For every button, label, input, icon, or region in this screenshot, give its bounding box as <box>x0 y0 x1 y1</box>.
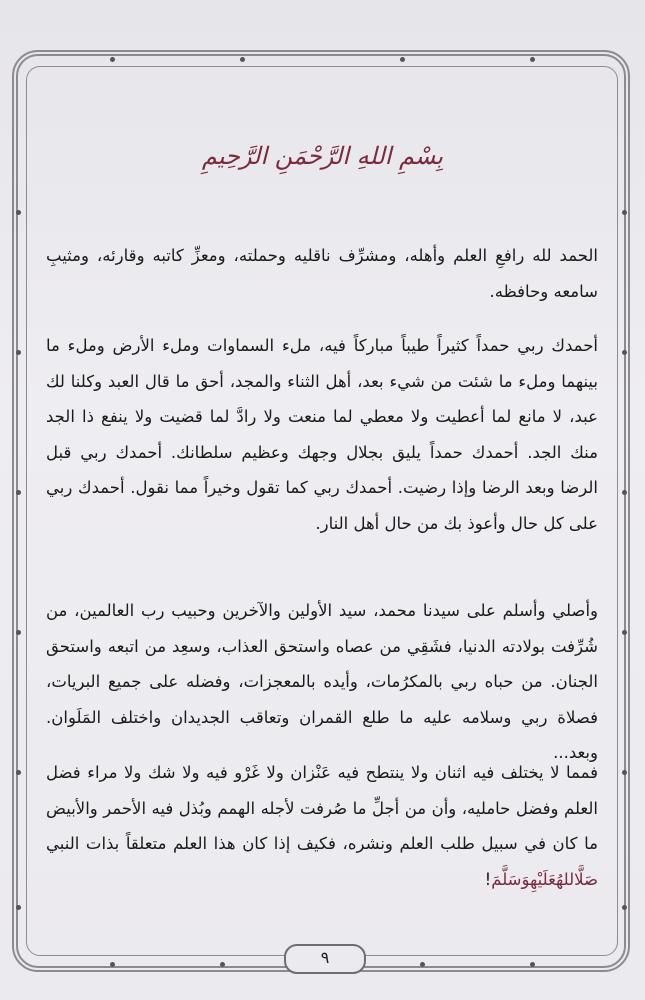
frame-dot <box>16 350 21 355</box>
frame-dot <box>110 962 115 967</box>
frame-dot <box>16 905 21 910</box>
frame-dot <box>622 490 627 495</box>
paragraph-1-block <box>46 238 598 309</box>
frame-dot <box>622 350 627 355</box>
frame-dot <box>622 210 627 215</box>
frame-dot <box>16 490 21 495</box>
frame-dot <box>110 57 115 62</box>
frame-dot <box>622 630 627 635</box>
paragraph: أحمدك ربي حمداً كثيراً طيباً مباركاً فيه، ملء السماوات وملء الأرض وملء ما بينهما وملء ما شئت من شيء بعد، أهل الثناء والمجد، أحق ما قال العبد وكلنا لك عبد، لا مانع لما أعطيت ولا معطي لما منعت ولا رادَّ لما قضيت ولا ينفع ذا الجد منك الجد. أحمدك حمداً يليق بجلال وجهك وعظيم سلطانك. أحمدك ربي قبل الرضا وبعد الرضا وإذا رضيت. أحمدك ربي كما تقول وخيراً مما نقول. أحمدك ربي على كل حال وأعوذ بك من حال أهل النار. <box>46 336 598 533</box>
paragraph-text: فمما لا يختلف فيه اثنان ولا ينتطح فيه عَنْزان ولا غَرْو فيه ولا شك ولا مراء فضل العلم وفضل حامليه، وأن من أجلِّ ما صُرفت لأجله الهمم وبُذل فيه الأحمر والأبيض ما كان في سبيل طلب العلم ونشره، فكيف إذا كان هذا العلم متعلقاً بذات النبي <box>46 763 598 854</box>
paragraph-3-block <box>46 593 598 771</box>
frame-dot <box>622 770 627 775</box>
paragraph-4-block <box>46 755 598 897</box>
frame-dot <box>420 962 425 967</box>
paragraph: وأصلي وأسلم على سيدنا محمد، سيد الأولين والآخرين وحبيب رب العالمين، من شُرِّفت بولادته الدنيا، فشَقِي من عصاه واستحق العذاب، وسعِد من اتبعه واستحق الجنان. من حباه ربي بالمكرُمات، وأيده بالمعجزات، وفضله على جميع البريات، فصلاة ربي وسلامه عليه ما طلع القمران وتعاقب الجديدان واختلف المَلَوان. وبعد... <box>46 601 598 763</box>
closing-mark: ! <box>484 869 492 889</box>
page-number: ٩ <box>284 944 366 974</box>
paragraph <box>46 755 598 897</box>
frame-dot <box>16 770 21 775</box>
frame-dot <box>530 962 535 967</box>
frame-dot <box>220 962 225 967</box>
frame-dot <box>400 57 405 62</box>
frame-dot <box>16 630 21 635</box>
honorific-phrase: صَلَّاللهُعَلَيْهِوَسَلَّمَ <box>491 869 598 889</box>
paragraph: الحمد لله رافعِ العلم وأهله، ومشرِّف ناقليه وحملته، ومعزِّ كاتبه وقارئه، ومثيبِ سامعه وحافظه. <box>46 246 598 301</box>
frame-dot <box>530 57 535 62</box>
frame-dot <box>622 905 627 910</box>
frame-dot <box>240 57 245 62</box>
paragraph-2-block <box>46 328 598 542</box>
frame-dot <box>16 210 21 215</box>
basmala-heading: بِسْمِ اللهِ الرَّحْمَنِ الرَّحِيمِ <box>201 142 444 170</box>
